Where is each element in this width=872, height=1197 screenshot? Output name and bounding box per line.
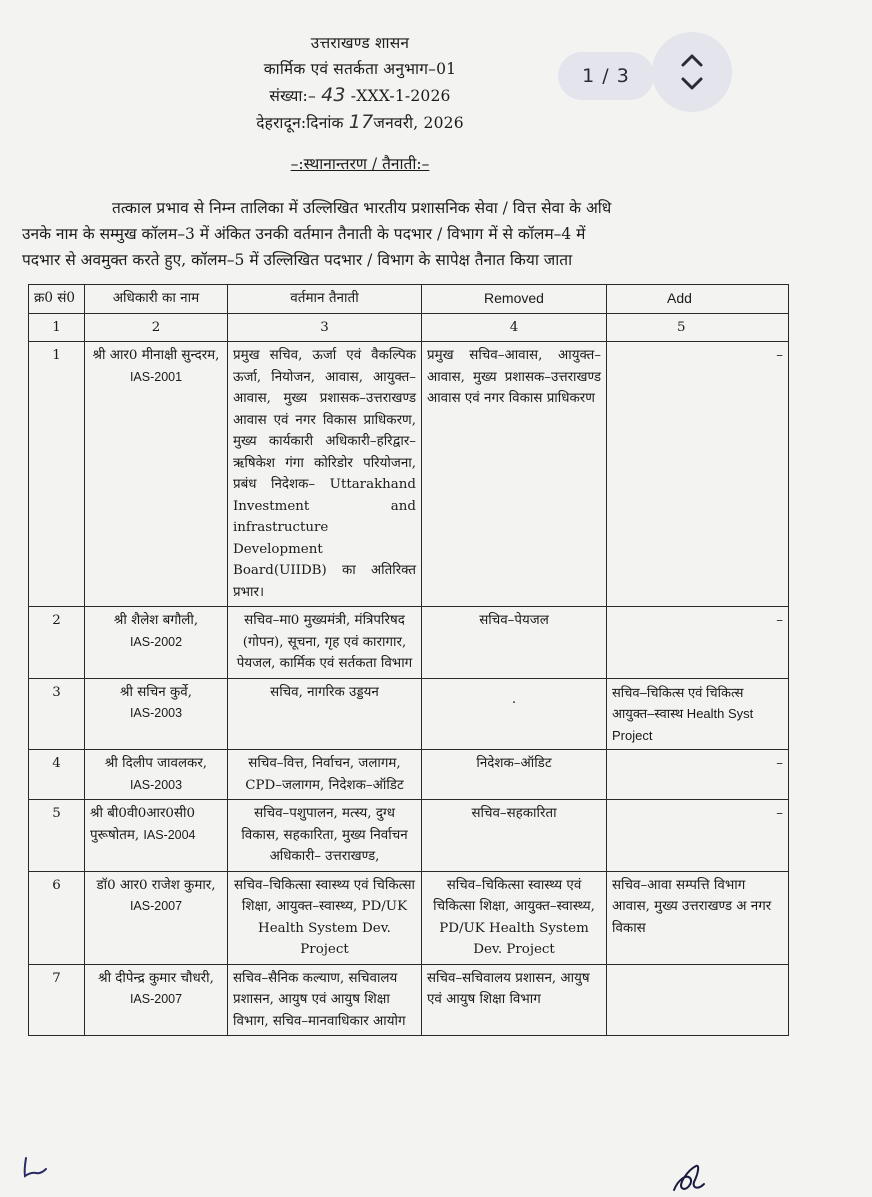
officer-name-cell (85, 607, 228, 679)
officer-batch: IAS-2002 (129, 634, 183, 649)
officer-name: श्री शैलेश बगौली, (113, 613, 199, 628)
date-handwritten: 17 (348, 111, 374, 133)
col-number: 1 (29, 313, 85, 342)
officer-name-cell (85, 964, 228, 1036)
officer-name: श्री दीपेन्द्र कुमार चौधरी, (98, 970, 214, 986)
subject-heading: –:स्थानान्तरण / तैनाती:– (290, 155, 430, 173)
removed-posting: सचिव–सचिवालय प्रशासन, आयुष एवं आयुष शिक्षा विभाग (422, 964, 607, 1036)
current-posting: सचिव, नागरिक उड्डयन (228, 678, 422, 750)
paragraph-line-1: तत्काल प्रभाव से निम्न तालिका में उल्लिखित भारतीय प्रशासनिक सेवा / वित्त सेवा के अधि (112, 199, 612, 217)
current-posting: प्रमुख सचिव, ऊर्जा एवं वैकल्पिक ऊर्जा, नियोजन, आवास, आयुक्त–आवास, मुख्य प्रशासक–उत्तराखण्ड आवास एवं नगर विकास प्राधिकरण, मुख्य कार्यकारी अधिकारी–हरिद्वार–ऋषिकेश गंगा कोरिडोर परियोजना, प्रबंध निदेशक– Uttarakhand Investment and infrastructure Development Board(UIIDB) का अतिरिक्त प्रभार। (228, 342, 422, 607)
row-serial: 2 (29, 607, 85, 679)
table-header-row (29, 285, 789, 314)
officer-name: श्री दिलीप जावलकर, (104, 756, 208, 771)
date-prefix: देहरादून:दिनांक (256, 114, 344, 132)
current-posting: सचिव–वित्त, निर्वाचन, जलागम, CPD–जलागम, निदेशक–ऑडिट (228, 750, 422, 800)
added-posting: – (607, 607, 789, 679)
table-row (29, 964, 789, 1036)
current-posting: सचिव–मा0 मुख्यमंत्री, मंत्रिपरिषद (गोपन), सूचना, गृह एवं कारागार, पेयजल, कार्मिक एवं सर्तकता विभाग (228, 607, 422, 679)
row-serial: 7 (29, 964, 85, 1036)
reference-suffix: -XXX-1-2026 (350, 87, 451, 105)
officer-batch: IAS-2001 (129, 369, 183, 384)
table-row (29, 678, 789, 750)
table-row (29, 607, 789, 679)
col-number: 2 (85, 313, 228, 342)
signature-mark (668, 1160, 716, 1196)
removed-posting: निदेशक–ऑडिट (422, 750, 607, 800)
col-number: 5 (607, 313, 789, 342)
col-number: 3 (228, 313, 422, 342)
initial-mark (18, 1152, 52, 1182)
officer-name-cell (85, 678, 228, 750)
officer-name: श्री सचिन कुर्वे, (120, 684, 192, 700)
officer-name: श्री आर0 मीनाक्षी सुन्दरम, (92, 348, 220, 363)
current-posting: सचिव–चिकित्सा स्वास्थ्य एवं चिकित्सा शिक्षा, आयुक्त–स्वास्थ्य, PD/UK Health System Dev. Project (228, 871, 422, 964)
removed-posting: प्रमुख सचिव–आवास, आयुक्त–आवास, मुख्य प्रशासक–उत्तराखण्ड आवास एवं नगर विकास प्राधिकरण (422, 342, 607, 607)
officer-name-cell (85, 871, 228, 964)
officer-batch: IAS-2003 (129, 777, 183, 792)
added-posting: – (607, 750, 789, 800)
added-posting: – (607, 800, 789, 872)
added-posting (607, 964, 789, 1036)
removed-posting: सचिव–चिकित्सा स्वास्थ्य एवं चिकित्सा शिक्षा, आयुक्त–स्वास्थ्य, PD/UK Health System Dev. Project (422, 871, 607, 964)
officer-name-cell (85, 342, 228, 607)
col-header-removed: Removed (422, 285, 607, 314)
col-header-current: वर्तमान तैनाती (228, 285, 422, 314)
officer-name: श्री बी0वी0आर0सी0 पुरूषोतम, (90, 806, 195, 843)
government-name: उत्तराखण्ड शासन (310, 34, 410, 52)
removed-posting: सचिव–पेयजल (422, 607, 607, 679)
table-row (29, 800, 789, 872)
row-serial: 1 (29, 342, 85, 607)
col-header-add: Add (607, 285, 789, 314)
page-navigation-button[interactable] (652, 32, 732, 112)
officer-batch: IAS-2004 (143, 827, 196, 842)
paragraph-line-3: पदभार से अवमुक्त करते हुए, कॉलम–5 में उल्लिखित पदभार / विभाग के सापेक्ष तैनात किया जाता (22, 251, 573, 269)
current-posting: सचिव–सैनिक कल्याण, सचिवालय प्रशासन, आयुष एवं आयुष शिक्षा विभाग, सचिव–मानवाधिकार आयोग (228, 964, 422, 1036)
reference-prefix: संख्या:– (269, 87, 316, 105)
row-serial: 5 (29, 800, 85, 872)
removed-posting: सचिव–सहकारिता (422, 800, 607, 872)
added-posting: – (607, 342, 789, 607)
column-number-row (29, 313, 789, 342)
added-posting: सचिव–आवा सम्पत्ति विभाग आवास, मुख्य उत्तराखण्ड अ नगर विकास (607, 871, 789, 964)
col-header-serial: क्र0 सं0 (29, 285, 85, 314)
removed-posting: . (422, 678, 607, 750)
row-serial: 6 (29, 871, 85, 964)
row-serial: 4 (29, 750, 85, 800)
row-serial: 3 (29, 678, 85, 750)
officer-name-cell (85, 800, 228, 872)
page-indicator: 1 / 3 (558, 52, 654, 100)
officer-batch: IAS-2007 (129, 992, 183, 1006)
col-number: 4 (422, 313, 607, 342)
current-posting: सचिव–पशुपालन, मत्स्य, दुग्ध विकास, सहकारिता, मुख्य निर्वाचन अधिकारी– उत्तराखण्ड, (228, 800, 422, 872)
paragraph-line-2: उनके नाम के सम्मुख कॉलम–3 में अंकित उनकी वर्तमान तैनाती के पदभार / विभाग में से कॉलम–4 में (22, 225, 586, 243)
reference-handwritten: 43 (321, 84, 346, 106)
added-posting: सचिव–चिकित्स एवं चिकित्स आयुक्त–स्वास्थ Health Syst Project (607, 678, 789, 750)
table-row (29, 750, 789, 800)
officer-batch: IAS-2007 (129, 899, 183, 913)
officer-name-cell (85, 750, 228, 800)
table-row (29, 342, 789, 607)
table-row (29, 871, 789, 964)
officer-batch: IAS-2003 (129, 706, 183, 720)
col-header-name: अधिकारी का नाम (85, 285, 228, 314)
officer-name: डॉ0 आर0 राजेश कुमार, (96, 877, 216, 893)
date-suffix: जनवरी, 2026 (373, 114, 464, 132)
department-name: कार्मिक एवं सतर्कता अनुभाग–01 (263, 60, 457, 78)
chevron-up-down-icon (678, 49, 706, 95)
document-date (0, 109, 720, 136)
transfer-table (28, 284, 789, 1036)
